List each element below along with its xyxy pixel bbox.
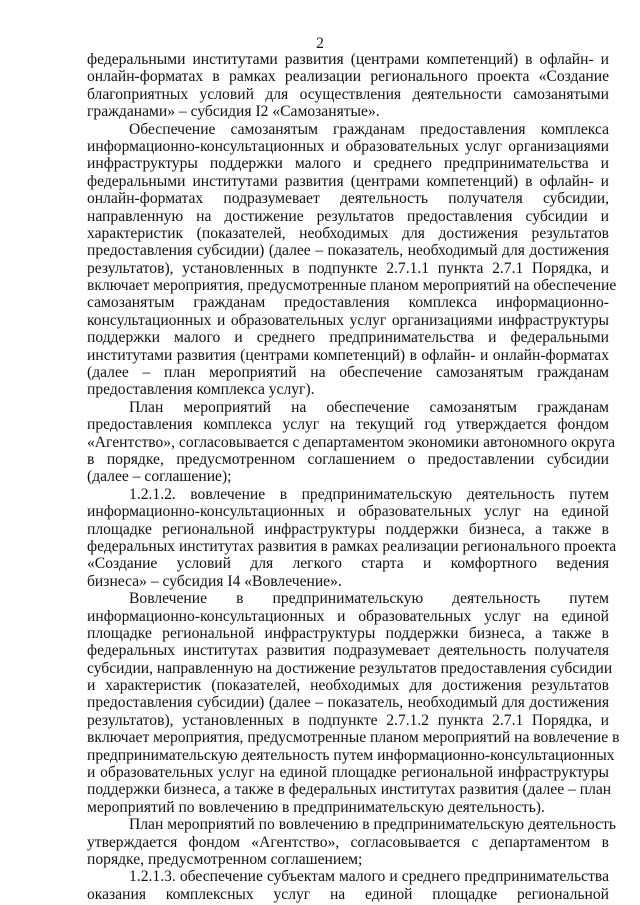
text-line: и характеристик (показателей, необходимых для достижения результатов — [87, 677, 609, 695]
text-line: План мероприятий по вовлечению в предпринимательскую деятельность — [129, 816, 617, 834]
text-line: 1.2.1.3. обеспечение субъектам малого и среднего предпринимательства — [129, 868, 609, 886]
text-line: характеристик (показателей, необходимых для достижения результатов — [87, 224, 609, 242]
text-line: бизнеса» – субсидия I4 «Вовлечение». — [87, 572, 342, 590]
text-line: предоставления комплекса услуг на текущий год утверждается фондом — [87, 416, 609, 434]
page-number: 2 — [316, 35, 324, 52]
text-line: федеральных институтах развития подразумевает деятельность получателя — [87, 642, 609, 660]
text-line: благоприятных условий для осуществления деятельности самозанятыми — [87, 85, 609, 103]
text-line: предоставления субсидии) (далее – показатель, необходимый для достижения — [87, 242, 609, 260]
text-line: институтами развития (центрами компетенций) в офлайн- и онлайн-форматах — [87, 346, 609, 364]
text-line: поддержки бизнеса, а также в федеральных институтах развития (далее – план — [87, 781, 612, 799]
text-line: федеральными институтами развития (центрами компетенций) в офлайн- и — [87, 172, 609, 190]
text-line: включает мероприятия, предусмотренные планом мероприятий на обеспечение — [87, 277, 617, 295]
text-line: утверждается фондом «Агентство», согласовывается с департаментом в — [87, 833, 609, 851]
text-line: (далее – соглашение); — [87, 468, 232, 486]
text-line: Обеспечение самозанятым гражданам предоставления комплекса — [129, 120, 609, 138]
text-line: федеральными институтами развития (центрами компетенций) в офлайн- и — [87, 51, 609, 68]
text-line: площадке региональной инфраструктуры поддержки бизнеса, а также в — [87, 624, 609, 642]
text-line: субсидии, направленную на достижение результатов предоставления субсидии — [87, 659, 613, 677]
text-line: поддержки малого и среднего предпринимательства и федеральными — [87, 329, 609, 347]
text-line: онлайн-форматах в рамках реализации регионального проекта «Создание — [87, 68, 609, 86]
text-line: информационно-консультационных и образовательных услуг организациями — [87, 137, 609, 155]
text-line: предоставления субсидии) (далее – показатель, необходимый для достижения — [87, 694, 609, 712]
text-line: самозанятым гражданам предоставления комплекса информационно- — [87, 294, 609, 312]
text-line: «Агентство», согласовывается с департаментом экономики автономного округа — [87, 433, 616, 451]
text-line: информационно-консультационных и образовательных услуг на единой — [87, 503, 609, 521]
text-line: инфраструктуры поддержки малого и среднего предпринимательства и — [87, 155, 609, 173]
text-line: порядке, предусмотренном соглашением; — [87, 850, 363, 868]
text-line: (далее – план мероприятий на обеспечение самозанятым гражданам — [87, 364, 609, 382]
text-line: площадке региональной инфраструктуры поддержки бизнеса, а также в — [87, 520, 609, 538]
text-line: План мероприятий на обеспечение самозанятым гражданам — [129, 398, 609, 416]
text-line: информационно-консультационных и образовательных услуг на единой — [87, 607, 609, 625]
text-line: гражданами» – субсидия I2 «Самозанятые». — [87, 103, 380, 121]
document-body — [87, 51, 620, 903]
text-line: «Создание условий для легкого старта и комфортного ведения — [87, 555, 609, 573]
text-line: оказания комплексных услуг на единой площадке региональной — [87, 885, 609, 903]
text-line: направленную на достижение результатов предоставления субсидии и — [87, 207, 609, 225]
text-line: результатов), установленных в подпункте 2.7.1.1 пункта 2.7.1 Порядка, и — [87, 259, 609, 277]
text-line: 1.2.1.2. вовлечение в предпринимательскую деятельность путем — [129, 485, 609, 503]
text-line: в порядке, предусмотренном соглашением о предоставлении субсидии — [87, 450, 609, 468]
text-line: онлайн-форматах подразумевает деятельность получателя субсидии, — [87, 190, 609, 208]
text-line: предоставления комплекса услуг). — [87, 381, 315, 399]
text-line: и образовательных услуг на единой площадке региональной инфраструктуры — [87, 764, 609, 782]
text-line: включает мероприятия, предусмотренные планом мероприятий на вовлечение в — [87, 729, 620, 747]
text-line: результатов), установленных в подпункте 2.7.1.2 пункта 2.7.1 Порядка, и — [87, 711, 609, 729]
text-line: Вовлечение в предпринимательскую деятельность путем — [129, 590, 609, 608]
text-line: предпринимательскую деятельность путем информационно-консультационных — [87, 746, 615, 764]
text-line: мероприятий по вовлечению в предпринимательскую деятельность). — [87, 798, 545, 816]
text-line: консультационных и образовательных услуг организациями инфраструктуры — [87, 311, 609, 329]
text-line: федеральных институтах развития в рамках реализации регионального проекта — [87, 537, 617, 555]
